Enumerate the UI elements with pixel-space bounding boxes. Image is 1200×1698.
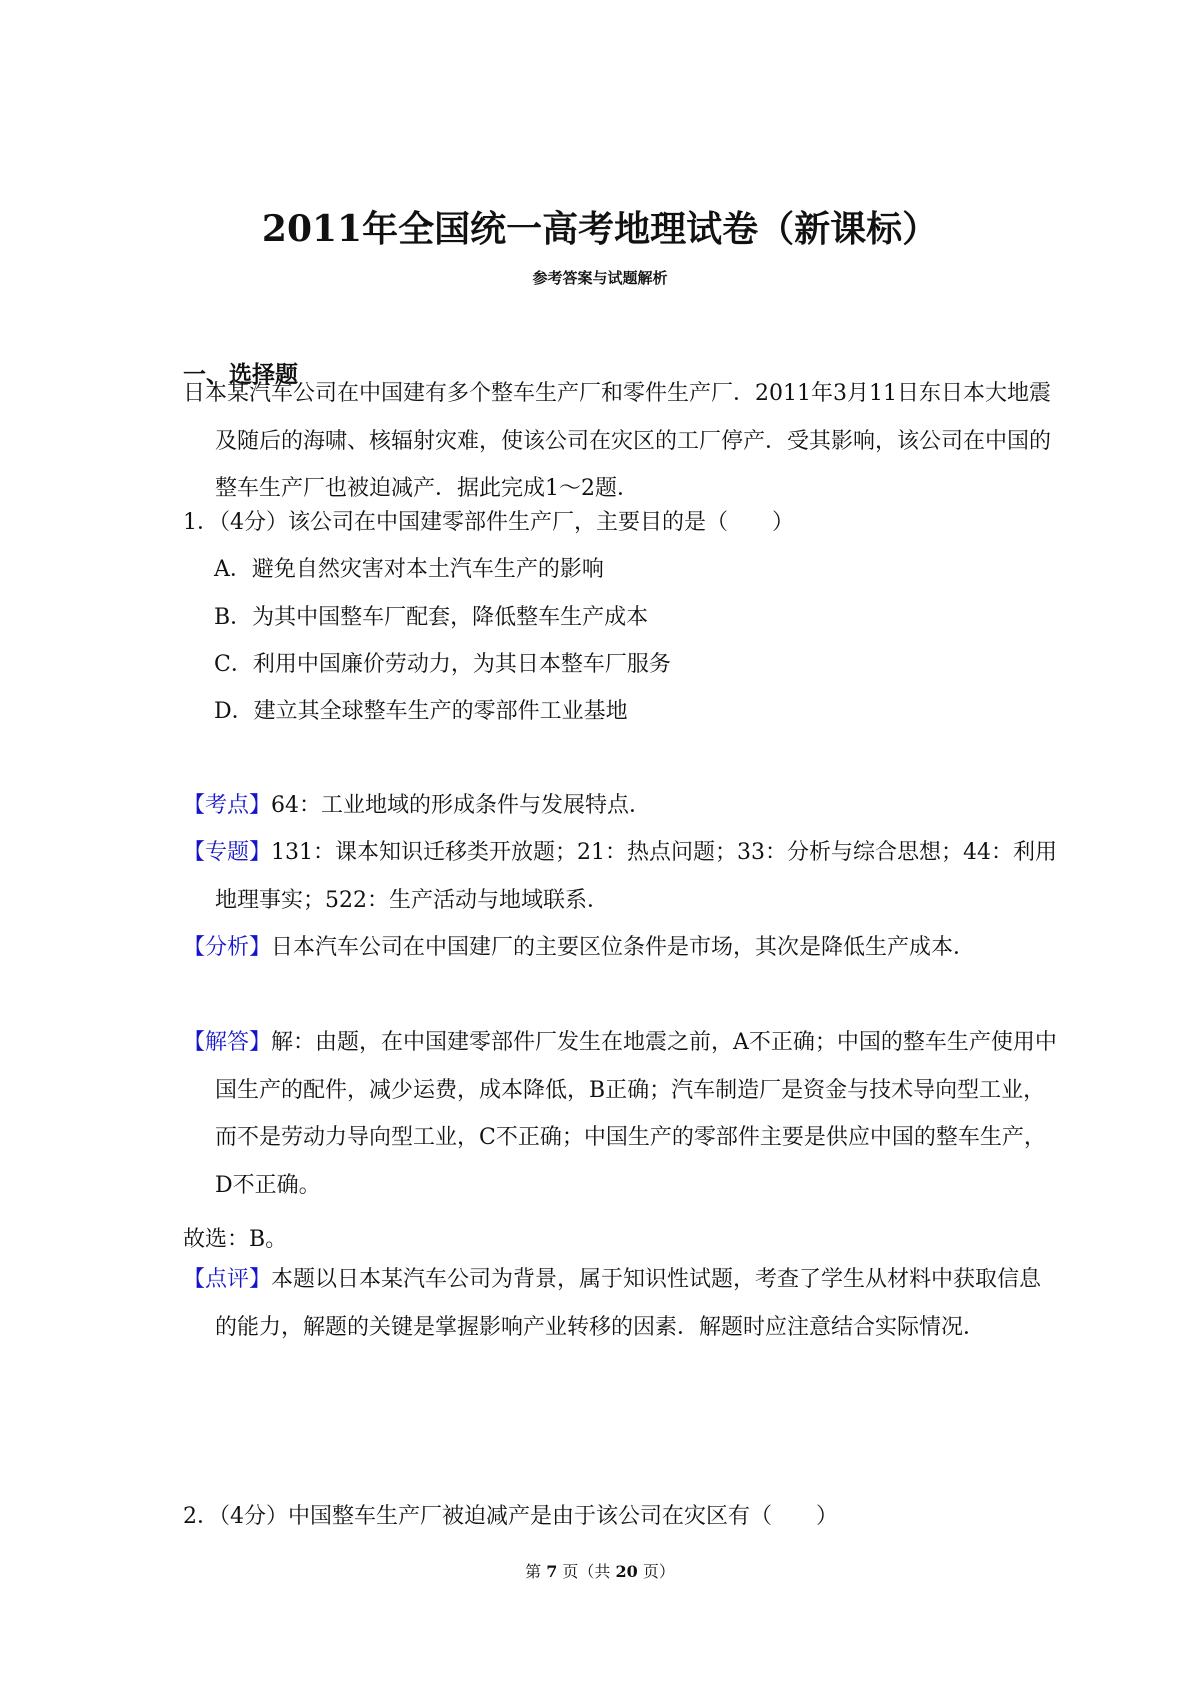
footer-middle: 页（共 xyxy=(562,1562,611,1581)
dianping-tag: 【点评】 xyxy=(183,1267,272,1292)
question-1-stem: 1．（4分）该公司在中国建零部件生产厂，主要目的是（ ） xyxy=(183,510,794,535)
question-2-stem: 2．（4分）中国整车生产厂被迫减产是由于该公司在灾区有（ ） xyxy=(183,1504,838,1529)
footer-total-pages: 20 xyxy=(615,1562,638,1581)
section-title: 一、选择题 xyxy=(183,361,298,388)
footer-page-number: 7 xyxy=(546,1562,558,1581)
fenxi-tag: 【分析】 xyxy=(183,935,272,960)
kaodian-block xyxy=(183,782,1060,830)
jieda-text: 解：由题，在中国建零部件厂发生在地震之前，A不正确；中国的整车生产使用中国生产的配件，减少运费，成本降低，B正确；汽车制造厂是资金与技术导向型工业，而不是劳动力导向型工业，C不正确；中国生产的零部件主要是供应中国的整车生产，D不正确。 xyxy=(215,1030,1057,1198)
kaodian-tag: 【考点】 xyxy=(183,793,272,818)
zhuanti-tag: 【专题】 xyxy=(183,840,272,865)
option-d: D．建立其全球整车生产的零部件工业基地 xyxy=(214,699,628,724)
answer-line: 故选：B。 xyxy=(183,1227,288,1252)
footer-suffix: 页） xyxy=(642,1562,675,1581)
jieda-block xyxy=(183,1019,1060,1209)
intro-paragraph: 日本某汽车公司在中国建有多个整车生产厂和零件生产厂．2011年3月11日东日本大地震及随后的海啸、核辐射灾难，使该公司在灾区的工厂停产．受其影响，该公司在中国的整车生产厂也被迫减产．据此完成1～2题． xyxy=(183,381,1052,501)
option-b: B．为其中国整车厂配套，降低整车生产成本 xyxy=(214,605,649,630)
dianping-text: 本题以日本某汽车公司为背景，属于知识性试题，考查了学生从材料中获取信息的能力，解题的关键是掌握影响产业转移的因素．解题时应注意结合实际情况． xyxy=(215,1267,1042,1340)
fenxi-block xyxy=(183,924,1060,972)
fenxi-text: 日本汽车公司在中国建厂的主要区位条件是市场，其次是降低生产成本． xyxy=(271,935,976,960)
page-title: 2011年全国统一高考地理试卷（新课标） xyxy=(261,208,939,250)
page-footer xyxy=(0,1562,1200,1582)
zhuanti-text: 131：课本知识迁移类开放题；21：热点问题；33：分析与综合思想；44：利用地理事实；522：生产活动与地域联系． xyxy=(215,840,1057,913)
footer-prefix: 第 xyxy=(525,1562,542,1581)
zhuanti-block xyxy=(183,829,1060,924)
jieda-tag: 【解答】 xyxy=(183,1030,272,1055)
kaodian-text: 64：工业地域的形成条件与发展特点． xyxy=(271,793,652,818)
option-a: A．避免自然灾害对本土汽车生产的影响 xyxy=(214,557,604,582)
dianping-block xyxy=(183,1256,1060,1351)
option-c: C．利用中国廉价劳动力，为其日本整车厂服务 xyxy=(214,652,671,677)
page-subtitle: 参考答案与试题解析 xyxy=(532,269,668,287)
